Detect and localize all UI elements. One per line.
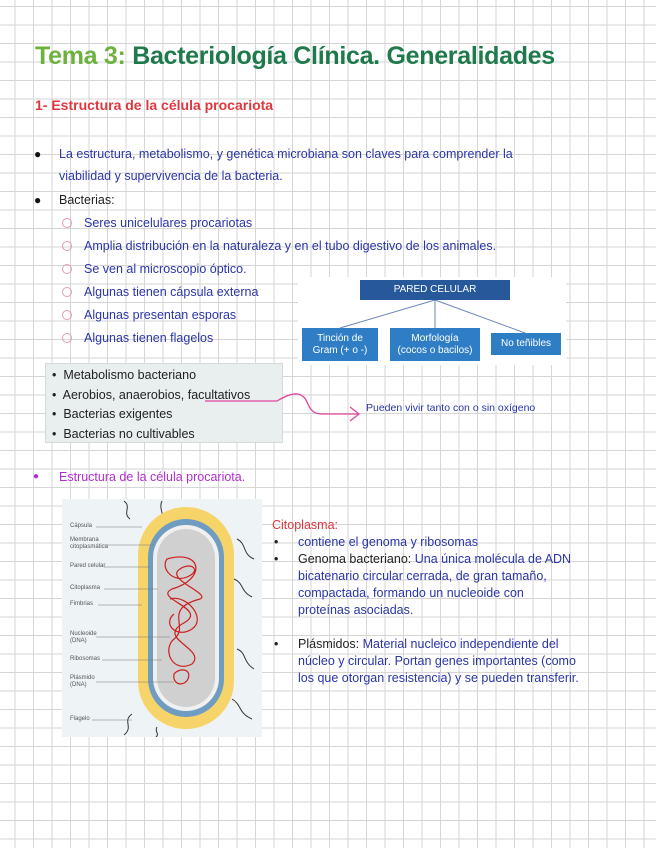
- diagram-label: Membrana: [70, 537, 99, 543]
- box-item: • Aerobios, anaerobios, facultativos: [52, 387, 251, 402]
- diagram-label: Pared celular: [70, 563, 106, 569]
- bacteria-illustration: [62, 499, 262, 737]
- chart-node-text: Tinción de: [317, 332, 363, 344]
- circle-bullet-icon: [62, 333, 72, 343]
- cytoplasm-item-1: contiene el genoma y ribosomas: [298, 535, 478, 549]
- bullet-1-line-1: La estructura, metabolismo, y genética microbiana son claves para comprender la: [59, 147, 513, 161]
- chart-node-text: (cocos o bacilos): [397, 344, 473, 356]
- subitem: Amplia distribución en la naturaleza y en el tubo digestivo de los animales.: [84, 239, 497, 253]
- title-main: Bacteriología Clínica. Generalidades: [132, 42, 555, 70]
- bullet-dot: ●: [34, 147, 42, 161]
- bullet-dot: ●: [33, 471, 40, 482]
- circle-bullet-icon: [62, 241, 72, 251]
- chart-node-gram: [302, 328, 378, 361]
- genome-text: bicatenario circular cerrada, de gran tamaño,: [298, 569, 547, 583]
- diagram-label: Nucleoide: [70, 631, 97, 637]
- diagram-label: Ribosomas: [70, 656, 101, 662]
- plasmid-item: [298, 636, 559, 653]
- box-item: • Bacterias no cultivables: [52, 426, 195, 441]
- box-item: • Bacterias exigentes: [52, 407, 173, 421]
- structure-bullet: Estructura de la célula procariota.: [59, 470, 246, 484]
- circle-bullet-icon: [62, 218, 72, 228]
- diagram-label: (DNA): [70, 638, 87, 644]
- subitem: Se ven al microscopio óptico.: [84, 262, 247, 276]
- subitem: Seres unicelulares procariotas: [84, 216, 253, 230]
- bullet-dot: •: [274, 535, 279, 549]
- bullet-dot: •: [274, 637, 279, 651]
- plasmid-text: los que otorgan resistencia) y se pueden transferir.: [298, 671, 579, 685]
- chart-node-morphology: [390, 328, 480, 361]
- diagram-label: Plásmido: [70, 675, 95, 681]
- circle-bullet-icon: [62, 264, 72, 274]
- genome-item: [298, 551, 571, 568]
- subitem: Algunas tienen flagelos: [84, 331, 214, 345]
- subitem: Algunas presentan esporas: [84, 308, 237, 322]
- section-heading: [35, 97, 273, 113]
- section-number: 1: [35, 97, 43, 113]
- title-prefix: Tema 3:: [35, 42, 126, 70]
- box-item: • Metabolismo bacteriano: [52, 368, 197, 382]
- genome-text: Una única molécula de ADN: [414, 552, 572, 566]
- page-title: [35, 42, 555, 71]
- diagram-label: citoplasmática: [70, 544, 109, 550]
- cytoplasm-heading: Citoplasma:: [272, 518, 338, 532]
- plasmid-text: núcleo y circular. Portan genes importantes (como: [298, 654, 576, 668]
- plasmid-text: Material nucleico independiente del: [362, 637, 559, 651]
- cell-wall-chart: [298, 277, 566, 365]
- diagram-label: Flagelo: [70, 716, 90, 722]
- circle-bullet-icon: [62, 310, 72, 320]
- plasmid-label: Plásmidos:: [298, 637, 363, 651]
- diagram-label: (DNA): [70, 682, 87, 688]
- bacterial-cell-diagram: [62, 499, 262, 737]
- subitem: Algunas tienen cápsula externa: [84, 285, 259, 299]
- genome-text: compactada, formando un nucleoide con: [298, 586, 524, 600]
- chart-node-text: Gram (+ o -): [312, 344, 368, 356]
- annotation-text: Pueden vivir tanto con o sin oxígeno: [366, 402, 536, 414]
- diagram-label: Cápsula: [70, 523, 93, 529]
- chart-node-unstainable: No teñibles: [491, 333, 561, 355]
- section-label: - Estructura de la célula procariota: [42, 97, 274, 113]
- diagram-label: Citoplasma: [70, 585, 101, 591]
- diagram-label: Fimbrias: [70, 601, 94, 607]
- genome-label: Genoma bacteriano:: [298, 552, 415, 566]
- bullet-dot: •: [274, 552, 279, 566]
- chart-node-top: PARED CELULAR: [360, 280, 510, 300]
- genome-text: proteínas asociadas.: [298, 603, 414, 617]
- bullet-2: Bacterias:: [59, 193, 115, 207]
- circle-bullet-icon: [62, 287, 72, 297]
- annotation-arrow-icon: [195, 390, 370, 430]
- chart-node-text: Morfología: [411, 332, 459, 344]
- bullet-dot: ●: [34, 193, 42, 207]
- bullet-1-line-2: viabilidad y supervivencia de la bacteria.: [59, 169, 283, 183]
